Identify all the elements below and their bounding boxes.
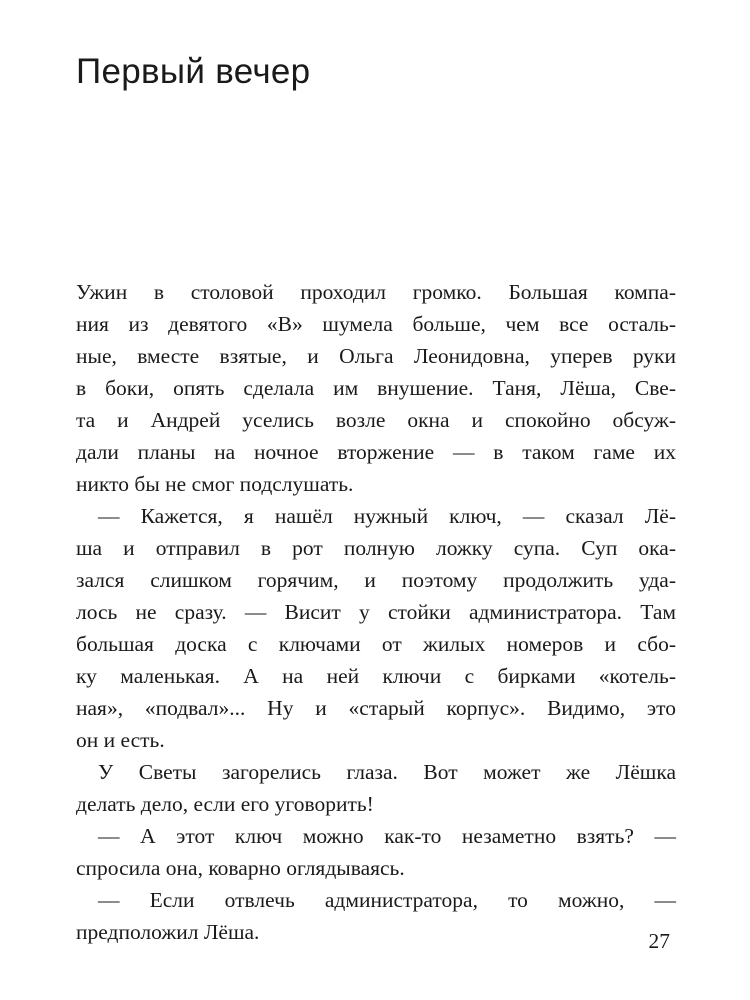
text-line: большая доска с ключами от жилых номеров и сбо- — [76, 632, 676, 656]
text-line: — Кажется, я нашёл нужный ключ, — сказал Лё- — [98, 504, 676, 528]
text-line: лось не сразу. — Висит у стойки администратора. Там — [76, 600, 676, 624]
text-line: зался слишком горячим, и поэтому продолжить уда- — [76, 568, 676, 592]
text-line: — Если отвлечь администратора, то можно, — — [98, 888, 676, 912]
text-line: ные, вместе взятые, и Ольга Леонидовна, уперев руки — [76, 344, 676, 368]
text-line: предположил Лёша. — [76, 920, 260, 944]
text-line: — А этот ключ можно как-то незаметно взять? — — [98, 824, 676, 848]
chapter-title: Первый вечер — [76, 52, 311, 91]
text-line: дали планы на ночное вторжение — в таком гаме их — [76, 440, 676, 464]
text-line: Ужин в столовой проходил громко. Большая компа- — [76, 280, 676, 304]
text-line: спросила она, коварно оглядываясь. — [76, 856, 405, 880]
page-number: 27 — [648, 929, 670, 953]
text-line: ку маленькая. А на ней ключи с бирками «котель- — [76, 664, 676, 688]
text-line: он и есть. — [76, 728, 165, 752]
text-line: У Светы загорелись глаза. Вот может же Лёшка — [98, 760, 676, 784]
text-line: никто бы не смог подслушать. — [76, 472, 354, 496]
body-text — [76, 276, 676, 948]
text-line: ния из девятого «В» шумела больше, чем все осталь- — [76, 312, 676, 336]
text-line: делать дело, если его уговорить! — [76, 792, 374, 816]
text-line: в боки, опять сделала им внушение. Таня, Лёша, Све- — [76, 376, 676, 400]
text-line: та и Андрей уселись возле окна и спокойно обсуж- — [76, 408, 676, 432]
text-line: ная», «подвал»... Ну и «старый корпус». Видимо, это — [76, 696, 676, 720]
text-line: ша и отправил в рот полную ложку супа. Суп ока- — [76, 536, 676, 560]
